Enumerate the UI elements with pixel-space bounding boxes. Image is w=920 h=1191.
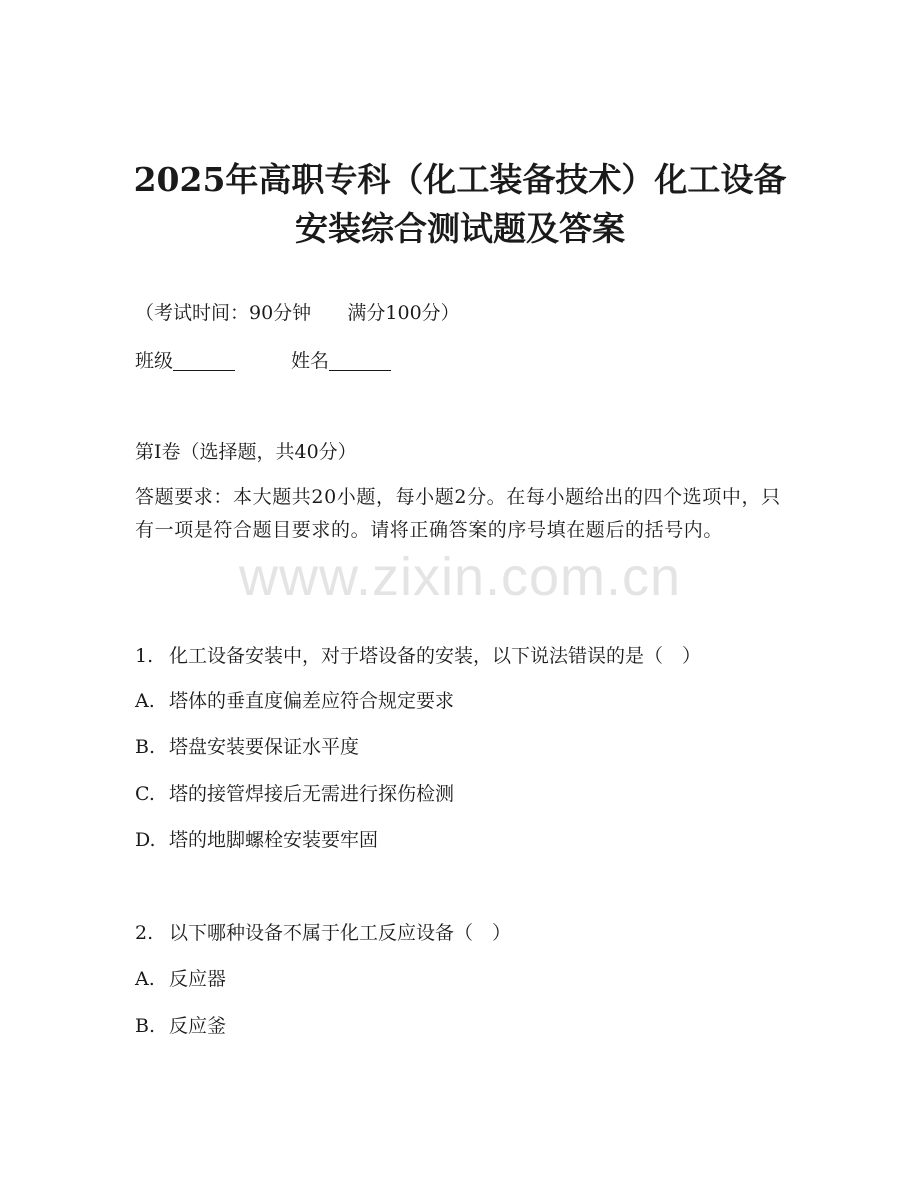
watermark: www.zixin.com.cn <box>238 547 682 607</box>
document-title-line-2: 安装综合测试题及答案 <box>295 209 625 248</box>
option-letter: A. <box>135 690 155 712</box>
option-text: 塔的接管焊接后无需进行探伤检测 <box>169 783 455 805</box>
option-letter: D. <box>135 829 156 851</box>
name-label: 姓名 <box>291 350 330 372</box>
section-heading: 第Ⅰ卷（选择题，共40分） <box>135 441 357 463</box>
option-letter: B. <box>135 736 156 758</box>
question-1-option-b[interactable] <box>135 738 359 757</box>
option-letter: B. <box>135 1015 156 1037</box>
option-text: 塔体的垂直度偏差应符合规定要求 <box>169 690 455 712</box>
question-stem: 以下哪种设备不属于化工反应设备（ ） <box>169 922 512 944</box>
class-blank[interactable] <box>173 352 235 371</box>
question-1-option-d[interactable] <box>135 831 378 850</box>
exam-info: （考试时间：90分钟 满分100分） <box>135 302 460 324</box>
question-2 <box>135 924 511 943</box>
question-1-option-a[interactable] <box>135 692 454 711</box>
option-text: 塔盘安装要保证水平度 <box>169 736 360 758</box>
option-letter: C. <box>135 783 155 805</box>
question-1-option-c[interactable] <box>135 785 454 804</box>
section-instructions: 答题要求：本大题共20小题，每小题2分。在每小题给出的四个选项中，只有一项是符合题目要求的。请将正确答案的序号填在题后的括号内。 <box>135 486 781 541</box>
question-stem: 化工设备安装中，对于塔设备的安装，以下说法错误的是（ ） <box>169 645 702 667</box>
question-number: 1. <box>135 645 154 667</box>
option-text: 反应釜 <box>169 1015 227 1037</box>
question-1 <box>135 647 701 666</box>
option-text: 反应器 <box>169 968 227 990</box>
option-letter: A. <box>135 968 155 990</box>
question-2-option-b[interactable] <box>135 1017 226 1036</box>
question-2-option-a[interactable] <box>135 970 226 989</box>
option-text: 塔的地脚螺栓安装要牢固 <box>169 829 379 851</box>
document-title-line-1: 2025年高职专科（化工装备技术）化工设备 <box>133 160 787 199</box>
class-label: 班级 <box>135 350 174 372</box>
question-number: 2. <box>135 922 154 944</box>
name-blank[interactable] <box>329 352 391 371</box>
student-fields <box>135 352 391 371</box>
